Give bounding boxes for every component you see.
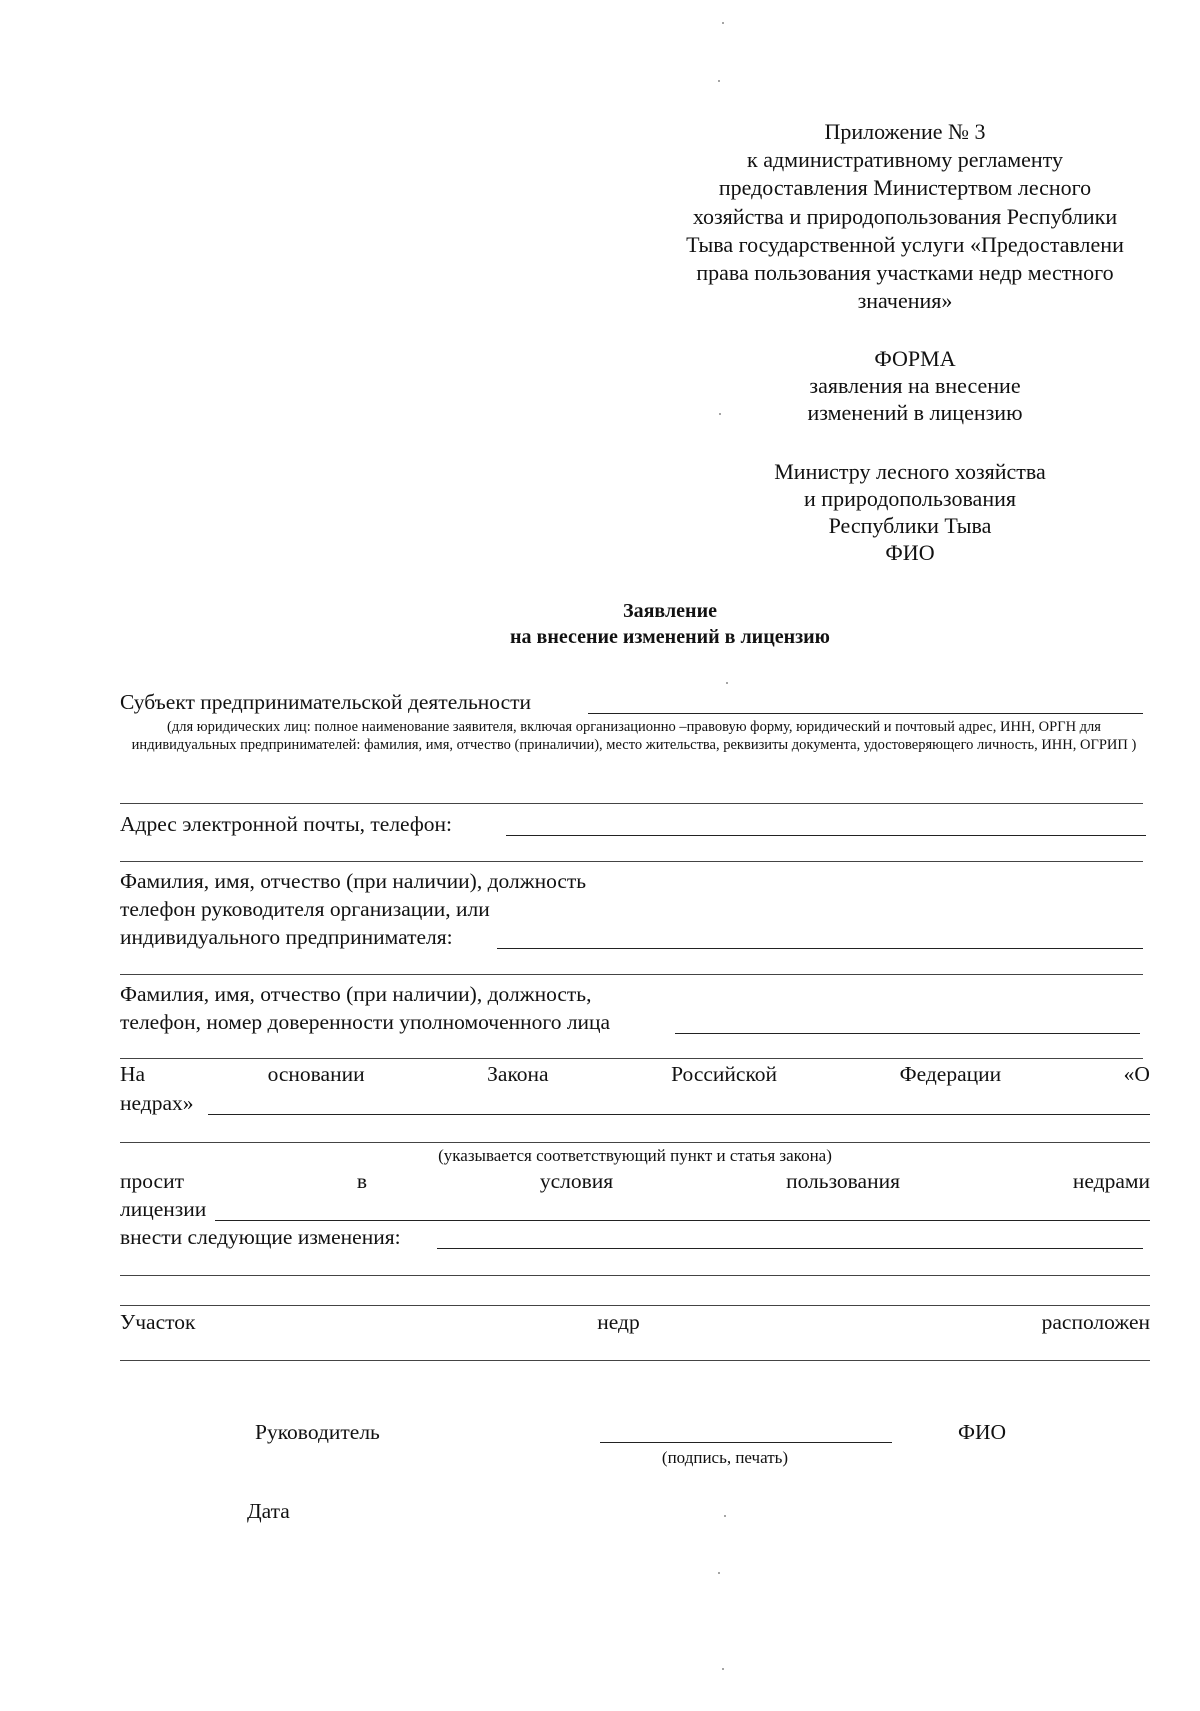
addressee-line: ФИО <box>885 540 935 565</box>
proxy-label-line: телефон, номер доверенности уполномоченного лица <box>120 1010 611 1034</box>
addressee-line: Республики Тыва <box>828 513 992 538</box>
appendix-line: Приложение № 3 <box>824 119 986 144</box>
request-word: пользования <box>786 1169 900 1193</box>
scan-speck <box>719 413 721 415</box>
proxy-input-line[interactable] <box>675 1033 1140 1034</box>
head-signature-label: Руководитель <box>255 1420 380 1444</box>
subject-input-line-2[interactable] <box>120 803 1143 804</box>
basis-second-label: недрах» <box>120 1091 194 1115</box>
site-input-line[interactable] <box>120 1360 1150 1361</box>
head-label-line: телефон руководителя организации, или <box>120 897 490 921</box>
appendix-line: к административному регламенту <box>747 147 1063 173</box>
basis-input-line-2[interactable] <box>120 1142 1150 1143</box>
form-label-block <box>745 345 1085 426</box>
appendix-line: хозяйства и природопользования Республики <box>692 203 1118 229</box>
changes-input-line[interactable] <box>437 1248 1143 1249</box>
addressee-line: Министру лесного хозяйства <box>774 459 1046 484</box>
license-input-line[interactable] <box>215 1220 1150 1221</box>
changes-label: внести следующие изменения: <box>120 1225 401 1249</box>
head-label-line: Фамилия, имя, отчество (при наличии), должность <box>120 869 587 893</box>
request-word: просит <box>120 1169 184 1193</box>
form-label-line: ФОРМА <box>874 346 956 371</box>
site-word: Участок <box>120 1310 196 1334</box>
proxy-input-line-2[interactable] <box>120 1058 1143 1059</box>
basis-row <box>120 1060 1150 1088</box>
basis-note: (указывается соответствующий пункт и статья закона) <box>438 1146 832 1165</box>
basis-word: «О <box>1123 1062 1150 1086</box>
email-input-line[interactable] <box>506 835 1146 836</box>
scan-speck <box>722 22 724 24</box>
appendix-line: права пользования участками недр местного <box>696 260 1114 286</box>
appendix-block <box>655 118 1155 315</box>
basis-input-line[interactable] <box>208 1114 1150 1115</box>
subject-input-line[interactable] <box>588 713 1143 714</box>
site-word: расположен <box>1041 1310 1150 1334</box>
request-word: условия <box>539 1169 614 1193</box>
scan-speck <box>718 80 720 82</box>
email-input-line-2[interactable] <box>120 861 1143 862</box>
basis-word: Российской <box>671 1062 778 1086</box>
changes-input-line-2[interactable] <box>120 1275 1150 1276</box>
basis-word: На <box>120 1062 146 1086</box>
appendix-line: значения» <box>857 288 953 314</box>
head-input-line[interactable] <box>497 948 1143 949</box>
fio-signature-label: ФИО <box>958 1420 1007 1444</box>
document-title <box>300 598 1040 650</box>
proxy-label-line: Фамилия, имя, отчество (при наличии), должность, <box>120 982 592 1006</box>
date-label: Дата <box>247 1499 290 1523</box>
form-label-line: изменений в лицензию <box>807 400 1023 425</box>
scan-speck <box>724 1515 726 1517</box>
scan-speck <box>726 682 728 684</box>
basis-word: Федерации <box>899 1062 1002 1086</box>
addressee-block <box>740 458 1080 566</box>
head-input-line-2[interactable] <box>120 974 1143 975</box>
license-label: лицензии <box>120 1197 207 1221</box>
title-line: на внесение изменений в лицензию <box>510 626 830 648</box>
head-label-line: индивидуального предпринимателя: <box>120 925 453 949</box>
scan-speck <box>722 1668 724 1670</box>
appendix-line: Тыва государственной услуги «Предоставлени <box>686 231 1124 257</box>
email-label: Адрес электронной почты, телефон: <box>120 812 453 836</box>
changes-input-line-3[interactable] <box>120 1305 1150 1306</box>
appendix-line: предоставления Министертвом лесного <box>718 175 1092 201</box>
signature-note: (подпись, печать) <box>661 1448 789 1467</box>
subject-label: Субъект предпринимательской деятельности <box>120 690 532 714</box>
request-word: недрами <box>1072 1169 1150 1193</box>
form-label-line: заявления на внесение <box>809 373 1021 398</box>
addressee-line: и природопользования <box>804 486 1016 511</box>
subject-note: (для юридических лиц: полное наименование заявителя, включая организационно –правовую форму, юридический и почтовый адрес, ИНН, ОРГН для индивидуальных предпринимателей: фамилия, имя, отчество (приналичии), место жительства, реквизиты документа, удостоверяющего личность, ИНН, ОГРИП ) <box>131 719 1137 753</box>
basis-word: Закона <box>487 1062 549 1086</box>
request-word: в <box>356 1169 368 1193</box>
signature-input-line[interactable] <box>600 1442 892 1443</box>
basis-word: основании <box>267 1062 365 1086</box>
title-line: Заявление <box>623 600 717 622</box>
scan-speck <box>718 1572 720 1574</box>
request-row <box>120 1167 1150 1195</box>
site-word: недр <box>597 1310 640 1334</box>
site-row <box>120 1308 1150 1336</box>
